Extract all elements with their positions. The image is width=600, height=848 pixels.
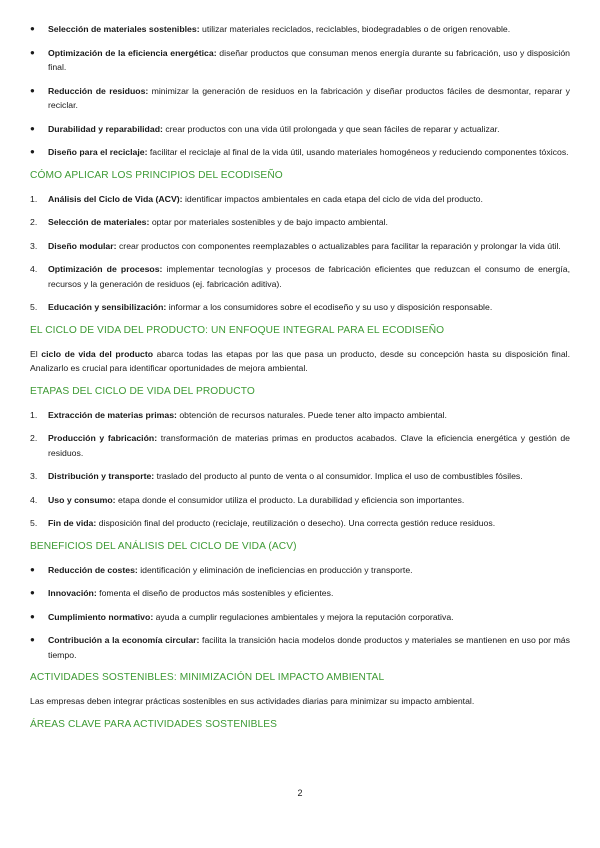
item-text: ayuda a cumplir regulaciones ambientales y mejora la reputación corporativa. <box>153 611 454 622</box>
item-text: identificar impactos ambientales en cada etapa del ciclo de vida del producto. <box>182 193 483 204</box>
item-term: Diseño modular: <box>48 240 117 251</box>
item-text: facilitar el reciclaje al final de la vida útil, usando materiales homogéneos y reduciendo componentes tóxicos. <box>147 147 569 157</box>
item-text: disposición final del producto (reciclaje, reutilización o desecho). Una correcta gestión reduce residuos. <box>96 518 496 528</box>
list-item <box>30 262 570 291</box>
item-number: 4. <box>30 494 38 505</box>
item-text: traslado del producto al punto de venta o al consumidor. Implica el uso de combustibles fósiles. <box>154 471 523 481</box>
numbered-list <box>30 192 570 315</box>
item-text: utilizar materiales reciclados, reciclables, biodegradables o de origen renovable. <box>199 24 511 34</box>
page-content <box>30 22 570 732</box>
list-item <box>30 516 570 531</box>
paragraph <box>30 347 570 376</box>
item-text: etapa donde el consumidor utiliza el producto. La durabilidad y eficiencia son importantes. <box>115 494 465 505</box>
bullet-icon: ● <box>30 147 35 156</box>
list-item <box>30 122 570 137</box>
section-heading: ACTIVIDADES SOSTENIBLES: MINIMIZACIÓN DEL IMPACTO AMBIENTAL <box>30 672 385 683</box>
item-term: Selección de materiales sostenibles: <box>48 24 200 34</box>
item-text: transformación de materias primas en productos acabados. Clave la eficiencia energética y gestión de residuos. <box>48 433 570 458</box>
item-text: identificación y eliminación de ineficiencias en producción y transporte. <box>137 564 413 575</box>
list-item <box>30 215 570 230</box>
item-term: Producción y fabricación: <box>48 433 158 443</box>
item-term: Selección de materiales: <box>48 217 150 227</box>
list-item <box>30 610 570 625</box>
item-number: 5. <box>30 302 38 312</box>
section-heading: ETAPAS DEL CICLO DE VIDA DEL PRODUCTO <box>30 385 255 397</box>
numbered-list <box>30 408 570 531</box>
bullet-icon: ● <box>30 47 35 57</box>
item-text: obtención de recursos naturales. Puede tener alto impacto ambiental. <box>176 409 447 420</box>
item-term: Extracción de materias primas: <box>48 409 177 420</box>
list-item <box>30 431 570 460</box>
item-number: 1. <box>30 193 38 204</box>
item-number: 5. <box>30 518 38 528</box>
bullet-icon: ● <box>30 564 35 574</box>
item-text: diseñar productos que consuman menos energía durante su fabricación, uso y disposición final. <box>48 47 570 72</box>
item-term: Distribución y transporte: <box>48 471 155 481</box>
bullet-icon: ● <box>30 588 35 597</box>
list-item <box>30 493 570 508</box>
list-item <box>30 192 570 207</box>
item-number: 1. <box>30 409 38 420</box>
item-number: 2. <box>30 217 38 227</box>
list-item <box>30 300 570 315</box>
item-text: optar por materiales sostenibles y de bajo impacto ambiental. <box>149 217 388 227</box>
item-number: 4. <box>30 264 38 274</box>
paragraph-text: Las empresas deben integrar prácticas sostenibles en sus actividades diarias para minimizar su impacto ambiental. <box>30 696 475 706</box>
item-number: 3. <box>30 471 38 481</box>
item-term: Optimización de procesos: <box>48 264 163 274</box>
bullet-list <box>30 563 570 663</box>
list-item <box>30 408 570 423</box>
item-text: minimizar la generación de residuos en la fabricación y diseñar productos fáciles de desmontar, reparar y reciclar. <box>48 85 570 110</box>
item-text: implementar tecnologías y procesos de fabricación eficientes que reduzcan el consumo de energía, recursos y la generación de residuos (ej. fabricación aditiva). <box>48 264 571 289</box>
item-term: Contribución a la economía circular: <box>48 635 200 645</box>
bullet-icon: ● <box>30 24 35 33</box>
item-term: Reducción de residuos: <box>48 85 149 96</box>
bullet-icon: ● <box>30 123 35 133</box>
list-item <box>30 633 570 662</box>
bullet-icon: ● <box>30 635 35 644</box>
section-heading: BENEFICIOS DEL ANÁLISIS DEL CICLO DE VIDA (ACV) <box>30 540 297 552</box>
paragraph-text: abarca todas las etapas por las que pasa un producto, desde su concepción hasta su disposición final. Analizarlo es crucial para identificar oportunidades de mejora ambiental. <box>30 348 570 373</box>
item-term: Uso y consumo: <box>48 494 116 505</box>
list-item <box>30 469 570 484</box>
item-term: Diseño para el reciclaje: <box>48 147 148 157</box>
item-term: Reducción de costes: <box>48 564 138 575</box>
paragraph-lead: El <box>30 348 42 359</box>
paragraph-term: ciclo de vida del producto <box>41 348 154 359</box>
item-term: Análisis del Ciclo de Vida (ACV): <box>48 193 183 204</box>
list-item <box>30 145 570 160</box>
item-term: Durabilidad y reparabilidad: <box>48 123 163 134</box>
item-text: crear productos con componentes reemplazables o actualizables para facilitar la reparación y prolongar la vida útil. <box>116 240 561 251</box>
paragraph <box>30 694 570 709</box>
list-item <box>30 563 570 578</box>
section-heading: CÓMO APLICAR LOS PRINCIPIOS DEL ECODISEÑO <box>30 169 283 181</box>
item-text: fomenta el diseño de productos más sostenibles y eficientes. <box>96 588 334 598</box>
bullet-list <box>30 22 570 160</box>
item-term: Optimización de la eficiencia energética: <box>48 47 217 58</box>
list-item <box>30 84 570 113</box>
item-text: informar a los consumidores sobre el ecodiseño y su uso y disposición responsable. <box>166 302 493 312</box>
list-item <box>30 46 570 75</box>
bullet-icon: ● <box>30 611 35 621</box>
bullet-icon: ● <box>30 85 35 95</box>
item-text: facilita la transición hacia modelos donde productos y materiales se mantienen en uso por más tiempo. <box>48 635 570 660</box>
list-item <box>30 22 570 37</box>
item-number: 2. <box>30 433 38 443</box>
item-number: 3. <box>30 240 38 251</box>
page-number: 2 <box>297 788 303 798</box>
list-item <box>30 239 570 254</box>
section-heading: EL CICLO DE VIDA DEL PRODUCTO: UN ENFOQUE INTEGRAL PARA EL ECODISEÑO <box>30 324 445 336</box>
item-term: Cumplimiento normativo: <box>48 611 154 622</box>
item-text: crear productos con una vida útil prolongada y que sean fáciles de reparar y actualizar. <box>162 123 500 134</box>
section-heading: ÁREAS CLAVE PARA ACTIVIDADES SOSTENIBLES <box>30 718 278 730</box>
list-item <box>30 586 570 601</box>
item-term: Fin de vida: <box>48 518 97 528</box>
item-term: Educación y sensibilización: <box>48 302 167 312</box>
item-term: Innovación: <box>48 588 97 598</box>
